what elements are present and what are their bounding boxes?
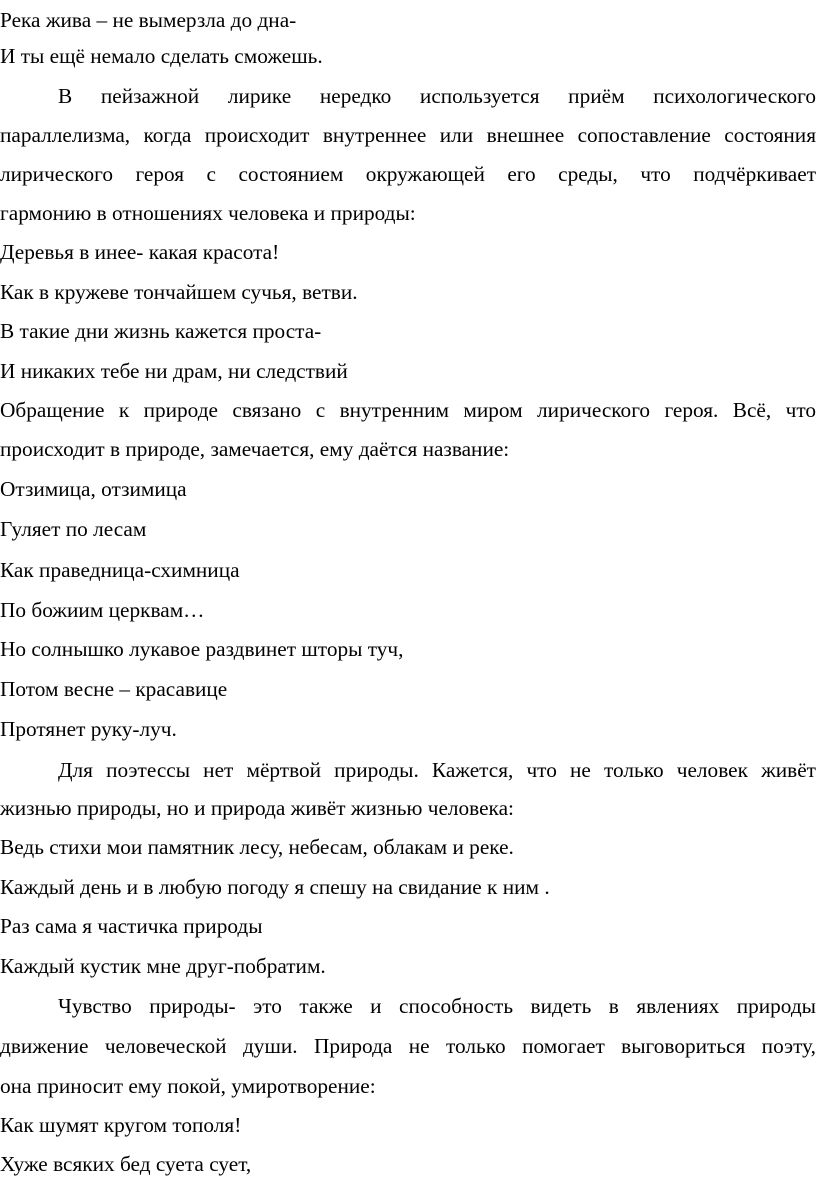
paragraph-line: параллелизма, когда происходит внутреннее или внешнее сопоставление состояния [0, 123, 816, 147]
verse-line: В такие дни жизнь кажется проста- [0, 319, 322, 343]
verse-line: Гуляет по лесам [0, 517, 147, 541]
paragraph-line: происходит в природе, замечается, ему даётся название: [0, 437, 510, 461]
paragraph-line: лирического героя с состоянием окружающей его среды, что подчёркивает [0, 162, 816, 186]
verse-line: Раз сама я частичка природы [0, 914, 263, 938]
verse-line: Хуже всяких бед суета сует, [0, 1152, 252, 1176]
verse-line: Как шумят кругом тополя! [0, 1113, 242, 1137]
verse-line: Протянет руку-луч. [0, 717, 177, 741]
verse-line: Каждый день и в любую погоду я спешу на свидание к ним . [0, 875, 550, 899]
verse-line: Но солнышко лукавое раздвинет шторы туч, [0, 637, 404, 661]
verse-line: Как в кружеве тончайшем сучья, ветви. [0, 280, 358, 304]
verse-line: Отзимица, отзимица [0, 477, 187, 501]
verse-line: И никаких тебе ни драм, ни следствий [0, 359, 348, 383]
verse-line: Деревья в инее- какая красота! [0, 240, 280, 264]
paragraph-line: движение человеческой души. Природа не только помогает выговориться поэту, [0, 1034, 816, 1058]
paragraph-line: гармонию в отношениях человека и природы: [0, 201, 416, 225]
verse-line: Ведь стихи мои памятник лесу, небесам, облакам и реке. [0, 835, 514, 859]
paragraph-line: жизнью природы, но и природа живёт жизнью человека: [0, 796, 514, 820]
verse-line: И ты ещё немало сделать сможешь. [0, 44, 323, 68]
verse-line: Потом весне – красавице [0, 677, 228, 701]
paragraph-line: она приносит ему покой, умиротворение: [0, 1074, 376, 1098]
verse-line: По божиим церквам… [0, 598, 205, 622]
paragraph-line: Обращение к природе связано с внутренним миром лирического героя. Всё, что [0, 398, 816, 422]
paragraph-line: Чувство природы- это также и способность видеть в явлениях природы [58, 994, 816, 1018]
paragraph-line: Для поэтессы нет мёртвой природы. Кажется, что не только человек живёт [58, 758, 816, 782]
verse-line: Каждый кустик мне друг-побратим. [0, 954, 326, 978]
verse-line: Река жива – не вымерзла до дна- [0, 8, 297, 32]
paragraph-line: В пейзажной лирике нередко используется приём психологического [58, 84, 816, 108]
verse-line: Как праведница-схимница [0, 558, 240, 582]
